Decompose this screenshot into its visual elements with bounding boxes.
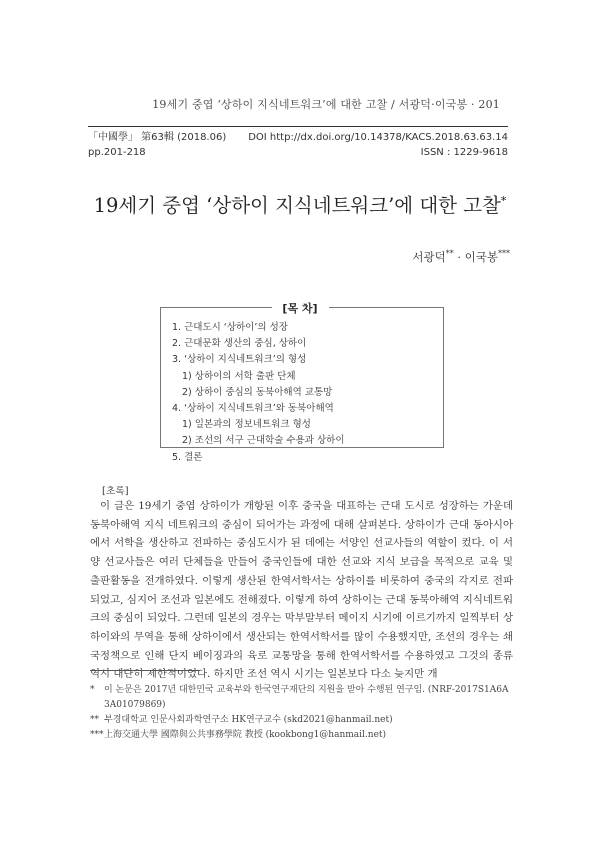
footnote-text: 上海交通大學 國際與公共事務學院 教授 (kookbong1@hanmail.net) [104,730,387,740]
toc-title [0,300,600,316]
toc-title-text: [목 차] [272,302,327,315]
author-line [412,249,510,265]
publication-info [88,126,508,160]
info-row-2 [88,145,508,160]
title-footnote-mark: * [500,194,507,208]
abstract-body: 이 글은 19세기 중엽 상하이가 개항된 이후 중국을 대표하는 근대 도시로 성장하는 가운데 동북아해역 지식 네트워크의 중심이 되어가는 과정에 대해 살펴본다. 상하이가 근대 동아시아에서 서학을 생산하고 전파하는 중심도시가 된 데에는 서양인 선교사들의 역할이 컸다. 이 서양 선교사들은 여러 단체들을 만들어 중국인들에 대한 선교와 지식 보급을 목적으로 교육 및 출판활동을 전개하였다. 이렇게 생산된 한역서학서는 상하이를 비롯하여 중국의 각지로 전파되었고, 심지어 조선과 일본에도 전해졌다. 이렇게 하여 상하이는 근대 동북아해역 지식네트워크의 중심이 되었다. 그런데 일본의 경우는 막부말부터 메이지 시기에 이르기까지 일찍부터 상하이와의 무역을 통해 상하이에서 생산되는 한역서학서를 많이 수용했지만, 조선의 경우는 쇄국정책으로 인해 단지 베이징과의 육로 교통망을 통해 한역서학서를 수용하였고 그것의 종류 역시 대단히 제한적이었다. 하지만 조선 역시 시기는 일본보다 다소 늦지만 개 [90,500,513,681]
footnote-continuation [90,698,515,713]
doi-info: DOI http://dx.doi.org/10.14378/KACS.2018.63.63.14 [248,132,508,143]
toc-item: 5. 결론 [172,451,203,463]
toc-subitem: 1) 상하이의 서학 출판 단체 [182,370,296,382]
footnote-mark: ** [90,715,99,725]
issn-info: ISSN : 1229-9618 [420,147,508,158]
paper-title-text: 19세기 중엽 ‘상하이 지식네트워크’에 대한 고찰 [93,194,501,217]
toc-list [172,320,345,466]
footnote-text: 3A01079869) [104,700,166,710]
paper-title [0,190,600,218]
running-header: 19세기 중엽 ‘상하이 지식네트워크’에 대한 고찰 / 서광덕·이국봉 · 201 [152,98,500,111]
toc-item: 2. 근대문화 생산의 중심, 상하이 [172,338,307,350]
page-range: pp.201-218 [88,147,146,158]
toc-subitem: 2) 조선의 서구 근대학술 수용과 상하이 [182,435,345,447]
toc-subitem: 2) 상하이 중심의 동북아해역 교통망 [182,386,333,398]
footnotes [90,683,515,743]
author-2: 이국봉 [464,250,498,264]
toc-item: 3. ‘상하이 지식네트워크’의 형성 [172,354,307,366]
author-separator: · [453,250,465,264]
footnote-text: 부경대학교 인문사회과학연구소 HK연구교수 (skd2021@hanmail.net) [104,715,393,725]
toc-item: 1. 근대도시 ‘상하이’의 성장 [172,322,288,333]
footnote [90,728,515,743]
toc-item: 4. ‘상하이 지식네트워크’와 동북아해역 [172,403,334,415]
author-1-mark: ** [445,249,454,259]
footnote [90,713,515,728]
footnote-mark: * [90,685,95,695]
footnote [90,683,515,698]
journal-info: 「中國學」 第63輯 (2018.06) [88,132,227,143]
author-1: 서광덕 [412,250,446,264]
footnote-divider [90,670,200,671]
info-row-1 [88,130,508,145]
toc-subitem: 1) 일본과의 정보네트워크 형성 [182,419,311,431]
footnote-mark: *** [90,730,104,740]
footnote-text: 이 논문은 2017년 대한민국 교육부와 한국연구재단의 지원을 받아 수행된 연구임. (NRF-2017S1A6A [104,685,509,695]
abstract-label: [초록] [102,486,129,497]
author-2-mark: *** [498,249,510,259]
